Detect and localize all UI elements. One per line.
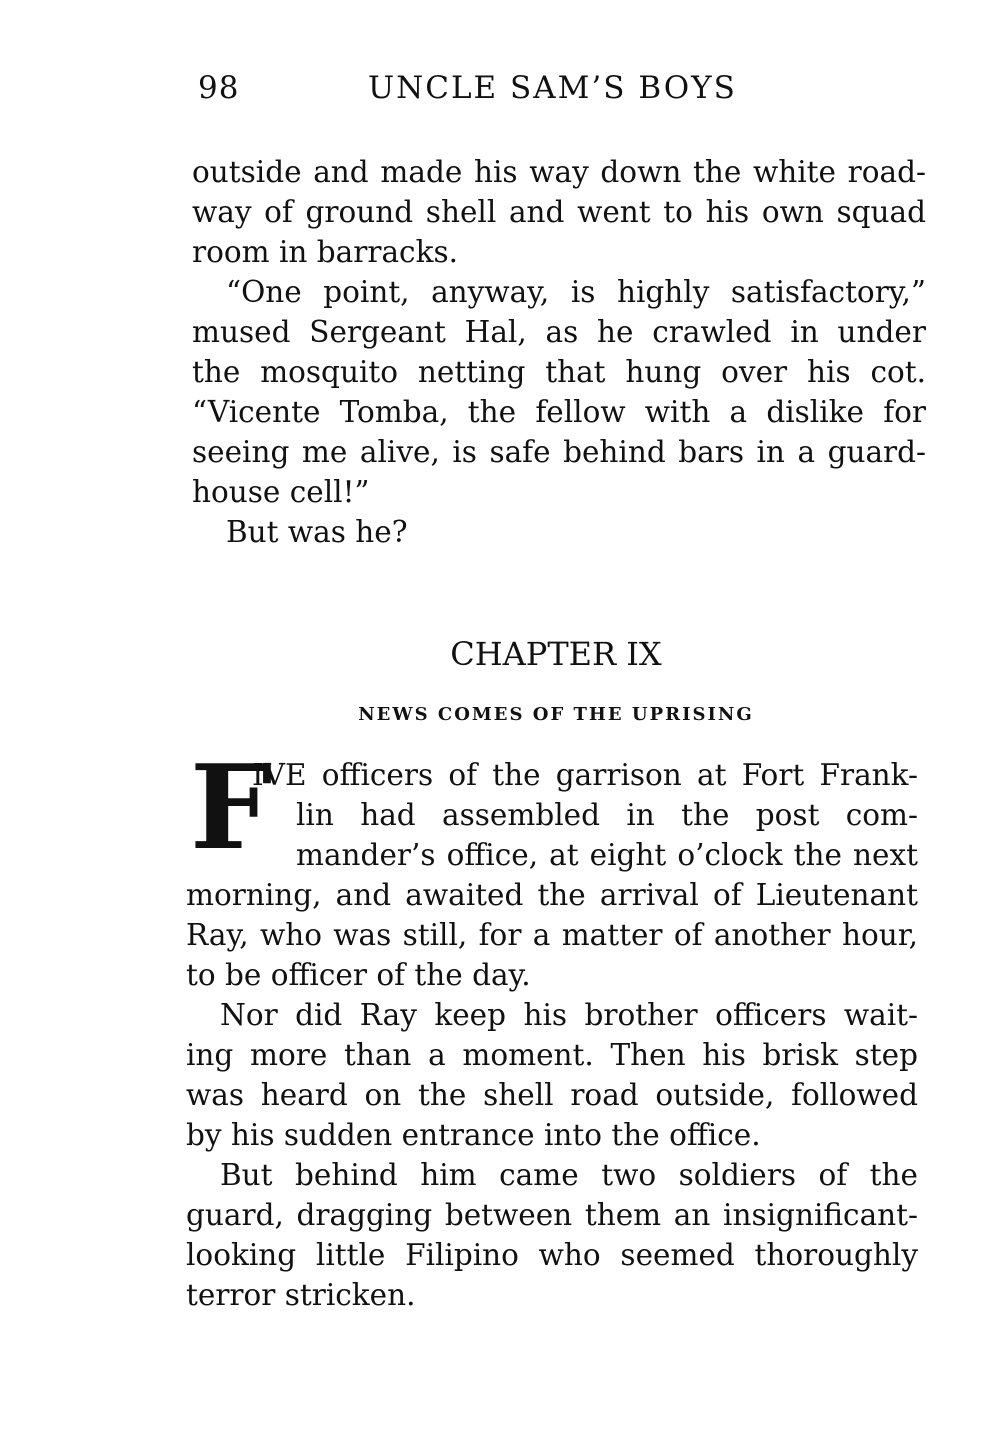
text-line: morning, and awaited the arrival of Lieutenant <box>186 878 918 912</box>
text-line: mander’s office, at eight o’clock the next <box>296 838 918 872</box>
drop-cap: F <box>190 740 273 876</box>
text-line: room in barracks. <box>192 235 458 269</box>
text-line: looking little Filipino who seemed thoroughly <box>186 1238 918 1272</box>
chapter-title: CHAPTER IX <box>450 635 662 673</box>
text-line: the mosquito netting that hung over his cot. <box>192 355 926 389</box>
text-line: seeing me alive, is safe behind bars in a guard- <box>192 435 926 469</box>
text-line: mused Sergeant Hal, as he crawled in under <box>192 315 926 349</box>
running-head: UNCLE SAM’S BOYS <box>368 70 737 106</box>
text-line: IVE officers of the garrison at Fort Frank- <box>252 758 918 792</box>
text-line: Ray, who was still, for a matter of another hour, <box>186 918 918 952</box>
text-line: Nor did Ray keep his brother officers wait- <box>220 998 918 1032</box>
text-line: way of ground shell and went to his own squad <box>192 195 926 229</box>
text-line: by his sudden entrance into the office. <box>186 1118 761 1152</box>
chapter-subtitle: NEWS COMES OF THE UPRISING <box>358 704 754 725</box>
text-line: But was he? <box>226 515 408 549</box>
text-line: ing more than a moment. Then his brisk step <box>186 1038 918 1072</box>
text-line: “Vicente Tomba, the fellow with a dislike for <box>192 395 926 429</box>
text-line: terror stricken. <box>186 1278 416 1312</box>
text-line: house cell!” <box>192 475 370 509</box>
text-line: was heard on the shell road outside, followed <box>186 1078 918 1112</box>
paragraph-block-top <box>192 152 926 552</box>
paragraph-block-chapter <box>186 755 918 1315</box>
text-line: “One point, anyway, is highly satisfactory,” <box>226 275 926 309</box>
text-line: outside and made his way down the white road- <box>192 155 926 189</box>
text-line: lin had assembled in the post com- <box>296 798 918 832</box>
text-line: to be officer of the day. <box>186 958 531 992</box>
text-line: guard, dragging between them an insignificant- <box>186 1198 918 1232</box>
page-number: 98 <box>198 70 240 106</box>
text-line: But behind him came two soldiers of the <box>220 1158 918 1192</box>
page-header <box>198 70 928 114</box>
